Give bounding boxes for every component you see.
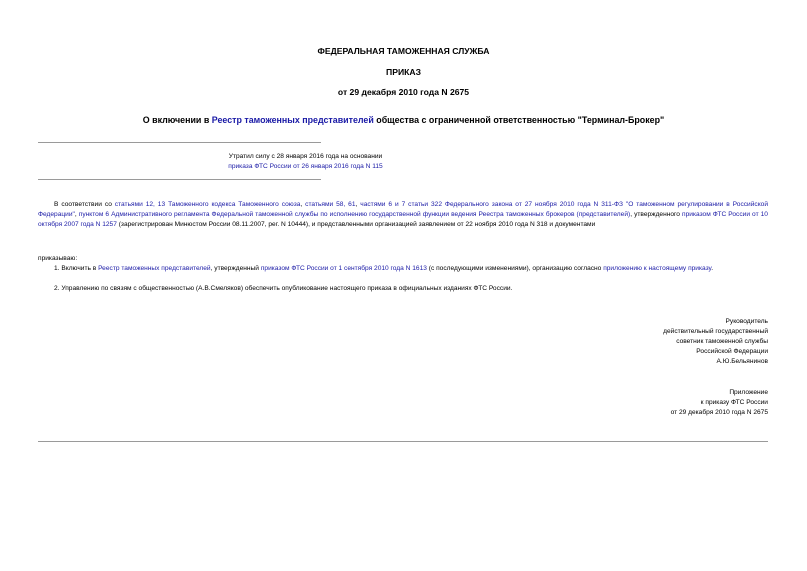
signature-line: советник таможенной службы: [676, 338, 768, 345]
divider-note: [38, 179, 321, 180]
preamble-text-5: , утвержденного: [630, 211, 683, 218]
preamble-paragraph: [38, 200, 768, 230]
preamble-link-customs-code[interactable]: статьями 12, 13 Таможенного кодекса Таможенного союза: [114, 201, 301, 208]
preamble-text-4: ,: [74, 211, 79, 218]
signature-line: действительный государственный: [663, 328, 768, 335]
title-link-registry[interactable]: Реестр таможенных представителей: [211, 115, 374, 125]
signature-line: Руководитель: [725, 318, 768, 325]
item1-text-4: .: [711, 265, 714, 272]
document-type: ПРИКАЗ: [386, 67, 421, 77]
item1-text-2: , утвержденный: [210, 265, 261, 272]
status-note: [38, 152, 573, 172]
signature-line: А.Ю.Бельянинов: [716, 358, 768, 365]
document-title: [0, 115, 807, 125]
preamble-link-regulation[interactable]: пунктом 6 Административного регламента Федеральной таможенной службы по исполнению государственной функции ведения Реестра таможенных брокеров (представителей): [78, 211, 631, 218]
signature-block: [663, 317, 768, 367]
item1-text-3: (с последующими изменениями), организацию согласно: [426, 265, 604, 272]
appendix-line: от 29 декабря 2010 года N 2675: [670, 409, 768, 416]
item1-link-registry[interactable]: Реестр таможенных представителей: [98, 265, 211, 272]
appendix-reference: [671, 388, 768, 418]
order-word: приказываю:: [38, 255, 78, 262]
item1-text-1: 1. Включить в: [54, 265, 99, 272]
item1-link-order-1613[interactable]: приказом ФТС России от 1 сентября 2010 года N 1613: [260, 265, 427, 272]
title-text-post: общества с ограниченной ответственностью "Терминал-Брокер": [373, 115, 665, 125]
signature-line: Российской Федерации: [696, 348, 768, 355]
title-text-pre: О включении в: [142, 115, 212, 125]
divider-top: [38, 142, 321, 143]
appendix-line: Приложение: [729, 389, 768, 396]
order-item-2: 2. Управлению по связям с общественностью (А.В.Смеляков) обеспечить опубликование настоящего приказа в официальных изданиях ФТС России.: [54, 285, 513, 292]
status-note-line: Утратил силу с 28 января 2016 года на основании: [228, 153, 383, 160]
preamble-text-1: В соответствии со: [54, 201, 115, 208]
order-item-1: [38, 264, 768, 274]
preamble-link-order-1257[interactable]: приказом ФТС России от 10 октября 2007 года N 1257: [38, 211, 768, 228]
preamble-text-2: ,: [300, 201, 306, 208]
document-date-number: от 29 декабря 2010 года N 2675: [337, 87, 470, 97]
preamble-text-6: (зарегистрирован Минюстом России 08.11.2007, рег. N 10444), и представленными организацией заявлением от 22 ноября 2010 года N 318 и документами: [116, 221, 596, 228]
appendix-line: к приказу ФТС России: [700, 399, 768, 406]
preamble-link-articles-58-61[interactable]: статьями 58, 61: [305, 201, 356, 208]
status-note-link[interactable]: приказа ФТС России от 26 января 2016 года N 115: [228, 163, 383, 170]
preamble-text-3: ,: [355, 201, 361, 208]
preamble-link-federal-law[interactable]: частями 6 и 7 статьи 322 Федерального закона от 27 ноября 2010 года N 311-ФЗ "О таможенном регулировании в Российской Федерации": [38, 201, 769, 218]
organization-name: ФЕДЕРАЛЬНАЯ ТАМОЖЕННАЯ СЛУЖБА: [317, 46, 490, 56]
divider-bottom: [38, 441, 768, 442]
item1-link-appendix[interactable]: приложению к настоящему приказу: [603, 265, 712, 272]
